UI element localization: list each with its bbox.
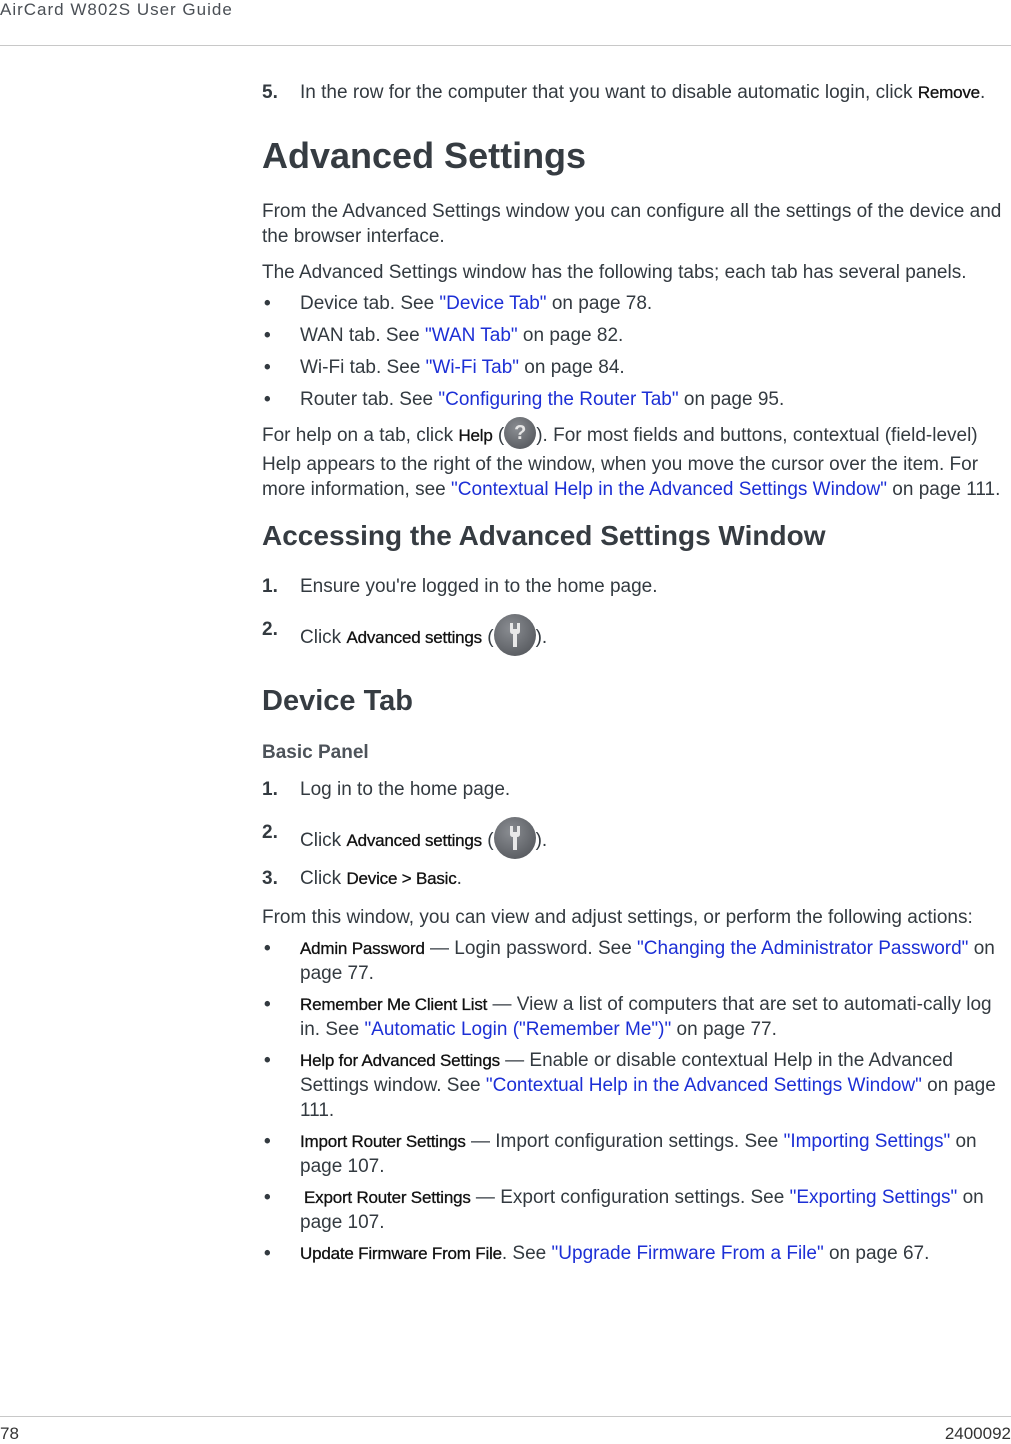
wifi-tab-link[interactable]: "Wi-Fi Tab" bbox=[425, 357, 520, 378]
help-text: on page 111. bbox=[887, 479, 1001, 500]
importing-settings-link[interactable]: "Importing Settings" bbox=[783, 1131, 951, 1152]
item-text: — Export configuration settings. See bbox=[470, 1187, 790, 1208]
footer-divider bbox=[0, 1416, 1011, 1417]
bullet: • bbox=[264, 389, 271, 410]
step-remove bbox=[262, 80, 1011, 105]
advanced-intro: From the Advanced Settings window you can configure all the settings of the device and the browser interface. bbox=[262, 201, 1002, 247]
running-header-title: AirCard W802S User Guide bbox=[0, 0, 233, 19]
paren-close: ). bbox=[535, 830, 548, 852]
paren-open: ( bbox=[481, 627, 494, 649]
tabs-list-item bbox=[262, 355, 1011, 380]
update-firmware-ui-label: Update Firmware From File bbox=[300, 1244, 502, 1263]
tabs-intro: The Advanced Settings window has the following tabs; each tab has several panels. bbox=[262, 262, 967, 283]
item-text: on page 67. bbox=[823, 1243, 930, 1264]
step-number: 2. bbox=[262, 619, 278, 640]
item-text: . See bbox=[501, 1243, 552, 1264]
step-text: Click bbox=[300, 830, 347, 852]
item-text: on page 78. bbox=[546, 293, 653, 314]
tabs-list-item bbox=[262, 387, 1011, 412]
step-end: . bbox=[979, 82, 986, 103]
device-tab-heading: Device Tab bbox=[262, 685, 413, 717]
item-text: on page 84. bbox=[519, 357, 625, 378]
help-text: ). For most fields and buttons, contextual (field-level) Help appears to the right of the window, when you move the cursor over the item. For more information, see bbox=[262, 425, 979, 500]
item-text: — View a list of computers that are set to automati-cally log in. See bbox=[300, 994, 992, 1040]
remember-me-ui-label: Remember Me Client List bbox=[300, 995, 488, 1014]
step-number: 1. bbox=[262, 576, 278, 597]
bullet: • bbox=[264, 357, 271, 378]
bullet: • bbox=[264, 325, 271, 346]
upgrade-firmware-link[interactable]: "Upgrade Firmware From a File" bbox=[551, 1243, 824, 1264]
wan-tab-link[interactable]: "WAN Tab" bbox=[424, 325, 518, 346]
step-number: 2. bbox=[262, 822, 278, 843]
page-content bbox=[262, 80, 1011, 1266]
action-item bbox=[262, 1129, 1011, 1179]
item-text: Router tab. See bbox=[300, 389, 439, 410]
device-step bbox=[262, 866, 1011, 891]
item-text: on page 107. bbox=[300, 1131, 977, 1177]
remove-ui-label: Remove bbox=[917, 83, 980, 102]
page-number: 78 bbox=[0, 1424, 19, 1443]
paren-open: ( bbox=[481, 830, 494, 852]
step-text: Log in to the home page. bbox=[300, 779, 511, 800]
admin-password-ui-label: Admin Password bbox=[300, 939, 425, 958]
wrench-icon bbox=[494, 817, 536, 859]
bullet: • bbox=[264, 1131, 271, 1152]
item-text: — Import configuration settings. See bbox=[465, 1131, 784, 1152]
step-number: 1. bbox=[262, 779, 278, 800]
accessing-heading: Accessing the Advanced Settings Window bbox=[262, 520, 826, 551]
action-item bbox=[262, 1241, 1011, 1266]
step-end: . bbox=[456, 868, 462, 889]
help-question-icon: ? bbox=[504, 417, 536, 449]
advanced-settings-ui-label: Advanced settings bbox=[346, 831, 482, 851]
step-number: 5. bbox=[262, 82, 278, 103]
access-step bbox=[262, 574, 1011, 599]
help-advanced-ui-label: Help for Advanced Settings bbox=[300, 1051, 500, 1070]
paren-open: ( bbox=[492, 425, 505, 447]
contextual-help-link[interactable]: "Contextual Help in the Advanced Settings Window" bbox=[485, 1075, 922, 1096]
step-text: Ensure you're logged in to the home page. bbox=[300, 576, 658, 597]
step-text: Click bbox=[300, 627, 347, 649]
actions-list bbox=[262, 936, 1011, 1266]
step-text: In the row for the computer that you want to disable automatic login, click bbox=[300, 82, 918, 103]
item-text: on page 111. bbox=[300, 1075, 996, 1121]
step-text: Click bbox=[300, 868, 347, 889]
item-text: on page 107. bbox=[300, 1187, 984, 1233]
tabs-list-item bbox=[262, 291, 1011, 316]
header-divider bbox=[0, 45, 1011, 46]
router-tab-link[interactable]: "Configuring the Router Tab" bbox=[438, 389, 679, 410]
help-text: For help on a tab, click bbox=[262, 425, 459, 447]
bullet: • bbox=[264, 1050, 271, 1071]
item-text: — Enable or disable contextual Help in the Advanced Settings window. See bbox=[300, 1050, 953, 1096]
advanced-settings-heading: Advanced Settings bbox=[262, 135, 587, 176]
item-text: Device tab. See bbox=[300, 293, 440, 314]
device-tab-link[interactable]: "Device Tab" bbox=[439, 293, 547, 314]
exporting-settings-link[interactable]: "Exporting Settings" bbox=[789, 1187, 958, 1208]
item-text: on page 77. bbox=[671, 1019, 777, 1040]
bullet: • bbox=[264, 1243, 271, 1264]
doc-number: 2400092 bbox=[944, 1424, 1011, 1443]
action-item bbox=[262, 992, 1011, 1042]
step-number: 3. bbox=[262, 868, 278, 889]
action-item bbox=[262, 936, 1011, 986]
actions-intro: From this window, you can view and adjust settings, or perform the following actions: bbox=[262, 907, 973, 928]
import-settings-ui-label: Import Router Settings bbox=[300, 1132, 466, 1151]
item-text: — Login password. See bbox=[424, 938, 638, 959]
paren-close: ). bbox=[535, 627, 548, 649]
bullet: • bbox=[264, 293, 271, 314]
action-item bbox=[262, 1185, 1011, 1235]
bullet: • bbox=[264, 1187, 271, 1208]
bullet: • bbox=[264, 994, 271, 1015]
access-step bbox=[262, 617, 1011, 659]
automatic-login-link[interactable]: "Automatic Login ("Remember Me")" bbox=[364, 1019, 672, 1040]
bullet: • bbox=[264, 938, 271, 959]
tabs-list bbox=[262, 291, 1011, 412]
item-text: on page 82. bbox=[517, 325, 624, 346]
device-step bbox=[262, 820, 1011, 862]
basic-panel-heading: Basic Panel bbox=[262, 742, 369, 763]
advanced-settings-ui-label: Advanced settings bbox=[346, 628, 482, 648]
item-text: Wi-Fi tab. See bbox=[300, 357, 426, 378]
export-settings-ui-label: Export Router Settings bbox=[304, 1188, 471, 1207]
action-item bbox=[262, 1048, 1011, 1123]
item-text: on page 95. bbox=[678, 389, 785, 410]
item-text: on page 77. bbox=[300, 938, 995, 984]
changing-admin-password-link[interactable]: "Changing the Administrator Password" bbox=[637, 938, 969, 959]
wrench-icon bbox=[494, 614, 536, 656]
help-paragraph bbox=[262, 420, 1011, 502]
device-basic-ui-label: Device > Basic bbox=[346, 869, 457, 888]
contextual-help-link[interactable]: "Contextual Help in the Advanced Settings Window" bbox=[451, 479, 887, 500]
device-step bbox=[262, 777, 1011, 802]
help-ui-label: Help bbox=[458, 426, 493, 446]
tabs-list-item bbox=[262, 323, 1011, 348]
item-text: WAN tab. See bbox=[300, 325, 425, 346]
